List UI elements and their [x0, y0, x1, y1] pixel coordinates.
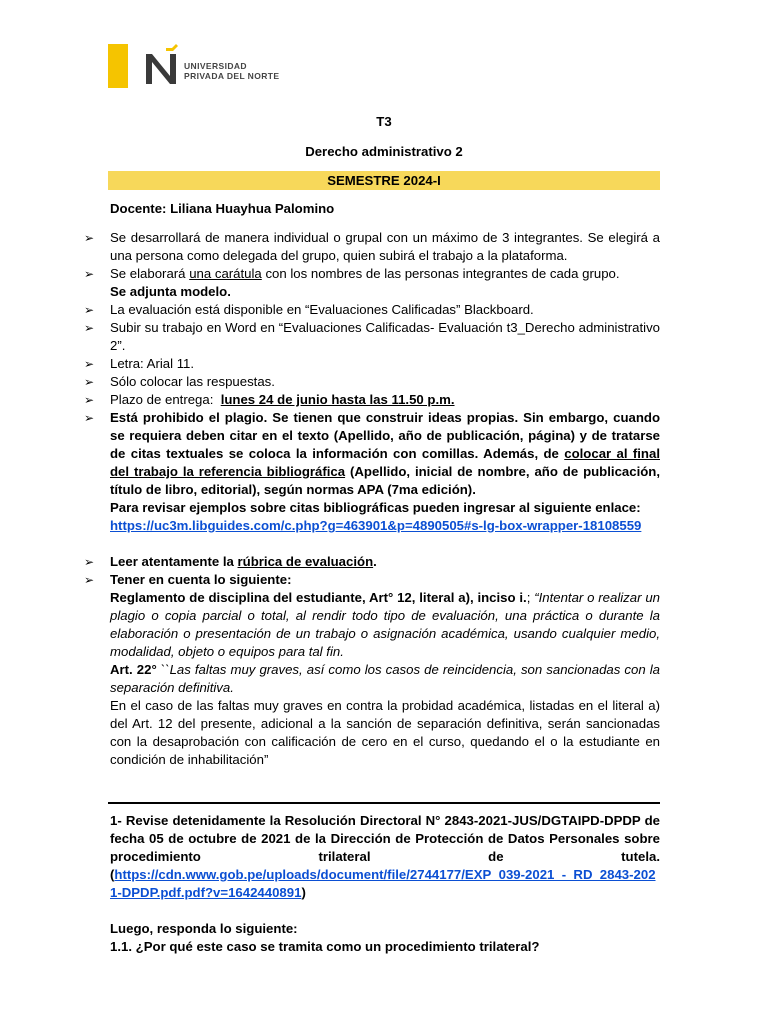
bullet-text: La evaluación está disponible en “Evaluaciones Calificadas” Blackboard. — [110, 302, 534, 317]
sanction-text: En el caso de las faltas muy graves en contra la probidad académica, listadas en el literal a) del Art. 12 del presente, adicional a la sanción de separación definitiva, serán sancionadas con la desaprobación con calificación de cero en el curso, quedando el o la estudiante en condición de inhabilitación” — [110, 698, 660, 767]
arrow-bullet-icon: ➢ — [84, 231, 95, 245]
regulation-ref: Reglamento de disciplina del estudiante, Art° 12, literal a), inciso i. — [110, 590, 527, 605]
list-item — [84, 355, 660, 373]
caratula-underlined: una carátula — [189, 266, 262, 281]
list-item — [84, 553, 660, 571]
article-ref: Art. 22° — [110, 662, 157, 677]
list-item — [84, 265, 660, 301]
bullet-text — [110, 391, 660, 409]
text-span: . — [373, 554, 377, 569]
logo-line2: PRIVADA DEL NORTE — [184, 71, 280, 81]
arrow-bullet-icon: ➢ — [84, 393, 95, 407]
arrow-bullet-icon: ➢ — [84, 357, 95, 371]
text-span: Está prohibido el plagio. Se tienen que construir ideas propias. Sin embargo, cuando se requiera deben citar en el texto (Apellido, año de publicación, página) y de tratarse de citas textuales se coloca la información con comillas. Además, de — [110, 410, 660, 461]
arrow-bullet-icon: ➢ — [84, 321, 95, 335]
text-span: Para revisar ejemplos sobre citas bibliográficas pueden ingresar al siguiente enlace: — [110, 500, 641, 515]
reference-underlined: colocar al final del trabajo la referencia bibliográfica — [110, 446, 660, 479]
list-item — [84, 373, 660, 391]
text-span: con los nombres de las personas integrantes de cada grupo. — [261, 266, 620, 281]
list-item — [84, 409, 660, 535]
logo-yellow-bar — [108, 44, 128, 88]
arrow-bullet-icon: ➢ — [84, 303, 95, 317]
section-divider — [108, 802, 660, 804]
rubric-underlined: rúbrica de evaluación — [237, 554, 374, 569]
text-span: Plazo de entrega: — [110, 392, 221, 407]
arrow-bullet-icon: ➢ — [84, 555, 95, 569]
teacher-line: Docente: Liliana Huayhua Palomino — [110, 201, 335, 216]
bullet-text — [110, 571, 660, 769]
question-intro: 1- Revise detenidamente la Resolución Directoral N° 2843-2021-JUS/DGTAIPD-DPDP de fecha 05 de octubre de 2021 de la Dirección de Protección de Datos Personales sobre procedimiento trilateral de tutela. — [110, 813, 660, 864]
doc-code: T3 — [376, 114, 392, 129]
list-item — [84, 319, 660, 355]
logo-text — [184, 61, 279, 81]
arrow-bullet-icon: ➢ — [84, 411, 95, 425]
list-item — [84, 571, 660, 769]
arrow-bullet-icon: ➢ — [84, 573, 95, 587]
text-span: Leer atentamente la — [110, 554, 238, 569]
text-span: ; — [526, 590, 535, 605]
text-span: (Apellido, inicial de nombre, año de publicación, título de libro, editorial), según normas APA (7ma edición). — [110, 464, 661, 497]
text-span: ( — [110, 867, 115, 882]
bullet-text — [110, 409, 660, 535]
bullet-text: Subir su trabajo en Word en “Evaluaciones Calificadas- Evaluación t3_Derecho administrativo 2”. — [110, 320, 660, 353]
question-section — [110, 812, 660, 956]
model-note: Se adjunta modelo. — [110, 284, 231, 299]
text-span: Se elaborará — [110, 266, 190, 281]
spacer — [84, 535, 660, 553]
bullet-text — [110, 553, 660, 571]
bullet-text: Se desarrollará de manera individual o grupal con un máximo de 3 integrantes. Se elegirá a una persona como delegada del grupo, quien subirá el trabajo a la plataforma. — [110, 230, 660, 263]
logo-n-mark-icon — [142, 44, 182, 88]
list-item — [84, 391, 660, 409]
text-span: Tener en cuenta lo siguiente: — [110, 572, 292, 587]
resolution-link[interactable]: https://cdn.www.gob.pe/uploads/document/file/2744177/EXP_039-2021_-_RD_2843-2021-DPDP.pdf.pdf?v=1642440891 — [110, 867, 656, 900]
article-quote: ``Las faltas muy graves, así como los casos de reincidencia, son sancionadas con la separación definitiva. — [110, 662, 660, 695]
answer-prompt: Luego, responda lo siguiente: — [110, 921, 298, 936]
arrow-bullet-icon: ➢ — [84, 375, 95, 389]
arrow-bullet-icon: ➢ — [84, 267, 95, 281]
logo-line1: UNIVERSIDAD — [184, 61, 247, 71]
bullet-text — [110, 265, 660, 301]
libguides-link[interactable]: https://uc3m.libguides.com/c.php?g=463901&p=4890505#s-lg-box-wrapper-18108559 — [110, 518, 642, 533]
bullet-text: Sólo colocar las respuestas. — [110, 374, 275, 389]
list-item — [84, 301, 660, 319]
resolution-link-line — [110, 866, 660, 902]
university-logo — [108, 44, 308, 88]
semester-banner: SEMESTRE 2024-I — [108, 171, 660, 190]
regulation-quote: “Intentar o realizar un plagio o copia parcial o total, al rendir todo tipo de evaluación, una práctica o durante la elaboración o presentación de un trabajo o asignación académica, usando cualquier medio, modalidad, objeto o equipos para tal fin. — [110, 590, 660, 659]
text-span: ) — [301, 885, 306, 900]
deadline: lunes 24 de junio hasta las 11.50 p.m. — [220, 392, 455, 407]
spacer — [110, 902, 660, 920]
bullet-text: Letra: Arial 11. — [110, 356, 195, 371]
question-1-1: 1.1. ¿Por qué este caso se tramita como un procedimiento trilateral? — [110, 939, 540, 954]
instructions-list — [84, 229, 660, 769]
course-title: Derecho administrativo 2 — [305, 144, 463, 159]
list-item — [84, 229, 660, 265]
